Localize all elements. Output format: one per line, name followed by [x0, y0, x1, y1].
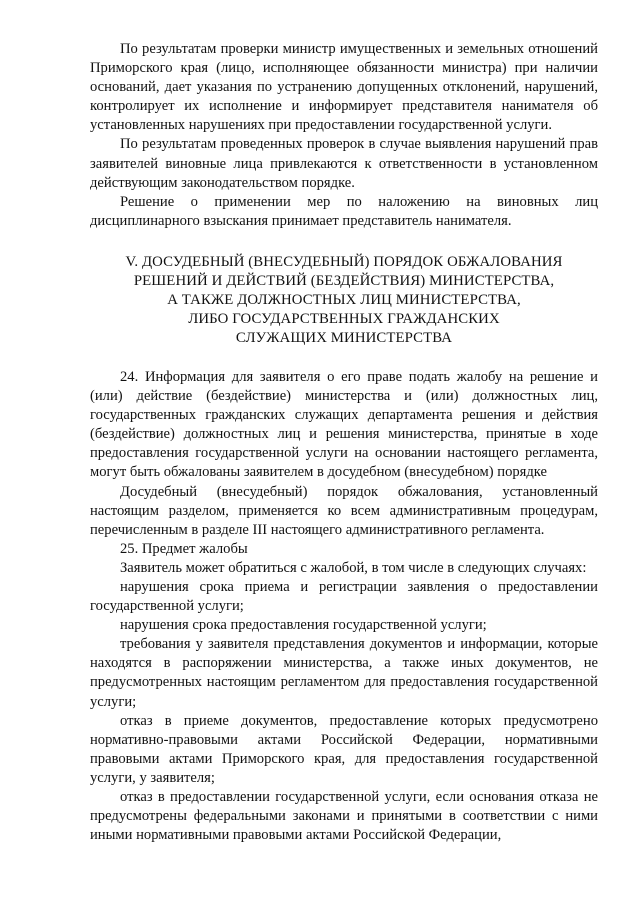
section-heading-line: ЛИБО ГОСУДАРСТВЕННЫХ ГРАЖДАНСКИХ [188, 310, 500, 327]
paragraph-pretrial-procedure: Досудебный (внесудебный) порядок обжалования, установленный настоящим разделом, применяется ко всем административным процедурам, перечисленным в разделе III настоящего административного регламента. [90, 483, 598, 538]
section-heading [90, 253, 598, 348]
paragraph-inspection-results: По результатам проверки министр имущественных и земельных отношений Приморского края (лицо, исполняющее обязанности министра) при наличии оснований, дает указания по устранению допущенных отклонений, нарушений, контролирует их исполнение и информирует представителя нанимателя об установленных нарушениях при предоставлении государственной услуги. [90, 41, 598, 134]
paragraph-violations-liability: По результатам проведенных проверок в случае выявления нарушений прав заявителей виновные лица привлекаются к ответственности в установленном действующим законодательством порядке. [90, 136, 598, 191]
document-page [90, 40, 598, 845]
list-item-document-refusal: отказ в приеме документов, предоставление которых предусмотрено нормативно-правовыми актами Российской Федерации, нормативными правовыми актами Приморского края, для предоставления государственной услуги, у заявителя; [90, 712, 598, 786]
paragraph-item-24: 24. Информация для заявителя о его праве подать жалобу на решение и (или) действие (бездействие) министерства и (или) должностных лиц, государственных гражданских служащих департамента решения и действия (бездействие) должностных лиц и решения министерства, принятые в ходе предоставления государственной услуги на основании настоящего регламента, могут быть обжалованы заявителем в досудебном (внесудебном) порядке [90, 368, 598, 481]
list-item-registration-deadline: нарушения срока приема и регистрации заявления о предоставлении государственной услуги; [90, 578, 598, 615]
section-heading-line: V. ДОСУДЕБНЫЙ (ВНЕСУДЕБНЫЙ) ПОРЯДОК ОБЖАЛОВАНИЯ [125, 253, 563, 270]
list-item-service-refusal: отказ в предоставлении государственной услуги, если основания отказа не предусмотрены федеральными законами и принятыми в соответствии с ними иными нормативными правовыми актами Российской Федерации, [90, 789, 598, 844]
paragraph-disciplinary-measures: Решение о применении мер по наложению на виновных лиц дисциплинарного взыскания принимает представитель нанимателя. [90, 193, 598, 229]
section-heading-line: РЕШЕНИЙ И ДЕЙСТВИЙ (БЕЗДЕЙСТВИЯ) МИНИСТЕРСТВА, [133, 272, 555, 289]
paragraph-complaint-cases: Заявитель может обратиться с жалобой, в том числе в следующих случаях: [120, 559, 587, 576]
list-item-extra-documents: требования у заявителя представления документов и информации, которые находятся в распоряжении министерства, а также иных документов, не предусмотренных настоящим регламентом для предоставления государственной услуги; [90, 636, 598, 710]
section-heading-line: А ТАКЖЕ ДОЛЖНОСТНЫХ ЛИЦ МИНИСТЕРСТВА, [167, 291, 521, 308]
list-item-service-deadline: нарушения срока предоставления государственной услуги; [120, 617, 487, 634]
section-heading-line: СЛУЖАЩИХ МИНИСТЕРСТВА [235, 329, 453, 346]
paragraph-item-25-title: 25. Предмет жалобы [120, 540, 248, 557]
